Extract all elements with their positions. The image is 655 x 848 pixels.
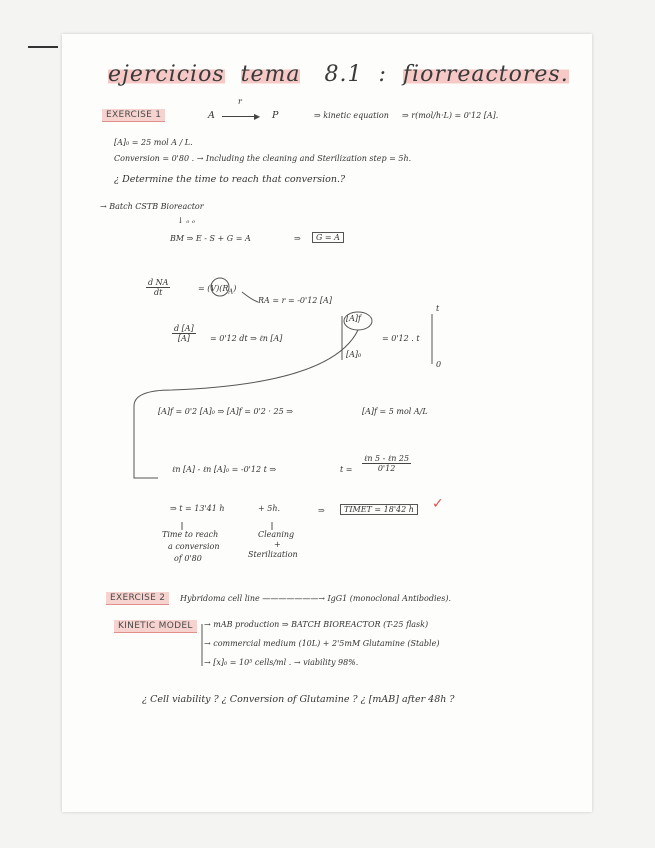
reaction-left: A <box>208 110 215 121</box>
check-mark-icon: ✓ <box>432 496 444 512</box>
derivative-rhs-sub: A <box>228 287 234 296</box>
exercise-2-tag: EXERCISE 2 <box>106 592 169 605</box>
reaction-right: P <box>272 110 279 121</box>
title-word-1: ejercicios <box>108 62 225 87</box>
total-time-box: TIMET = 18'42 h <box>340 504 418 515</box>
integration-upper-limit: [A]f <box>346 314 361 323</box>
balance-marks: ↓ ₒ ₒ <box>177 216 195 225</box>
ex2-item-1: → mAB production ⇒ BATCH BIOREACTOR (T-25 flask) <box>204 620 429 629</box>
ex2-question: ¿ Cell viability ? ¿ Conversion of Glutamine ? ¿ [mAB] after 48h ? <box>142 694 455 705</box>
integration-rhs: = 0'12 dt ⇒ ℓn [A] <box>210 334 283 343</box>
integration-denominator: [A] <box>177 334 190 343</box>
kinetic-label: ⇒ kinetic equation <box>314 111 389 120</box>
time-label-2: a conversion <box>168 542 220 551</box>
title-separator: : <box>378 62 387 87</box>
total-arrow: ⇒ <box>318 506 325 515</box>
title-number: 8.1 <box>324 62 363 87</box>
ex2-statement: Hybridoma cell line ———————→ IgG1 (monoclonal Antibodies). <box>180 594 452 603</box>
reactor-type: → Batch CSTB Bioreactor <box>100 202 204 211</box>
integration-time-rhs: = 0'12 . t <box>382 334 420 343</box>
ex1-question: ¿ Determine the time to reach that conversion.? <box>114 174 346 185</box>
cleaning-label-2: + <box>274 540 281 549</box>
reaction-arrow-head: ▶ <box>254 112 261 121</box>
af-circle <box>344 312 372 330</box>
final-concentration-result: [A]f = 5 mol A/L <box>362 407 428 416</box>
integration-numerator: d [A] <box>174 324 194 333</box>
time-label-3: of 0'80 <box>174 554 202 563</box>
derivative-numerator: d NA <box>148 278 169 287</box>
curved-arrow <box>134 330 358 478</box>
kinetic-equation: ⇒ r(mol/h·L) = 0'12 [A]. <box>402 111 499 120</box>
integration-time-lower: 0 <box>436 360 442 369</box>
title-topic: fiorreactores. <box>402 62 569 87</box>
ex2-item-3: → [x]₀ = 10⁵ cells/ml . → viability 98%. <box>204 658 359 667</box>
derivative-rhs: = $(V)(R_A)$ <box>198 284 237 296</box>
time-equals: t = <box>340 465 353 474</box>
reaction-rate-label: r <box>238 97 242 106</box>
time-fraction-denominator: 0'12 <box>377 464 396 473</box>
initial-concentration: [A]₀ = 25 mol A / L. <box>114 138 193 147</box>
mass-balance-arrow: ⇒ <box>294 234 301 243</box>
cleaning-time: + 5h. <box>258 504 281 513</box>
notebook-page <box>62 34 592 812</box>
title-word-2: tema <box>240 62 301 87</box>
kinetic-model-tag: KINETIC MODEL <box>114 620 197 633</box>
time-result: ⇒ t = 13'41 h <box>170 504 225 513</box>
final-concentration-eq: [A]f = 0'2 [A]₀ ⇒ [A]f = 0'2 · 25 ⇒ <box>158 407 293 416</box>
integration-time-upper: t <box>436 304 440 313</box>
handwritten-strokes <box>62 34 592 812</box>
rate-arrow <box>242 292 258 302</box>
cleaning-label-1: Cleaning <box>258 530 295 539</box>
derivative-rhs-text: = (V)(R <box>198 284 229 293</box>
log-equation: ℓn [A] - ℓn [A]₀ = -0'12 t ⇒ <box>172 465 277 474</box>
page-mark <box>28 46 58 48</box>
integration-lower-limit: [A]₀ <box>346 350 362 359</box>
derivative-denominator: dt <box>154 288 163 297</box>
ex2-item-2: → commercial medium (10L) + 2'5mM Glutamine (Stable) <box>204 639 440 648</box>
rate-circle <box>211 278 229 296</box>
time-fraction-numerator: ℓn 5 - ℓn 25 <box>364 454 410 463</box>
conversion-line: Conversion = 0'80 . → Including the cleaning and Sterilization step = 5h. <box>114 154 412 163</box>
cleaning-label-3: Sterilization <box>248 550 298 559</box>
g-equals-a-box: G = A <box>312 232 344 243</box>
time-label-1: Time to reach <box>162 530 219 539</box>
mass-balance: BM ⇒ E - S + G = A <box>170 234 251 243</box>
exercise-1-tag: EXERCISE 1 <box>102 109 165 122</box>
rate-expression: RA = r = -0'12 [A] <box>258 296 332 305</box>
